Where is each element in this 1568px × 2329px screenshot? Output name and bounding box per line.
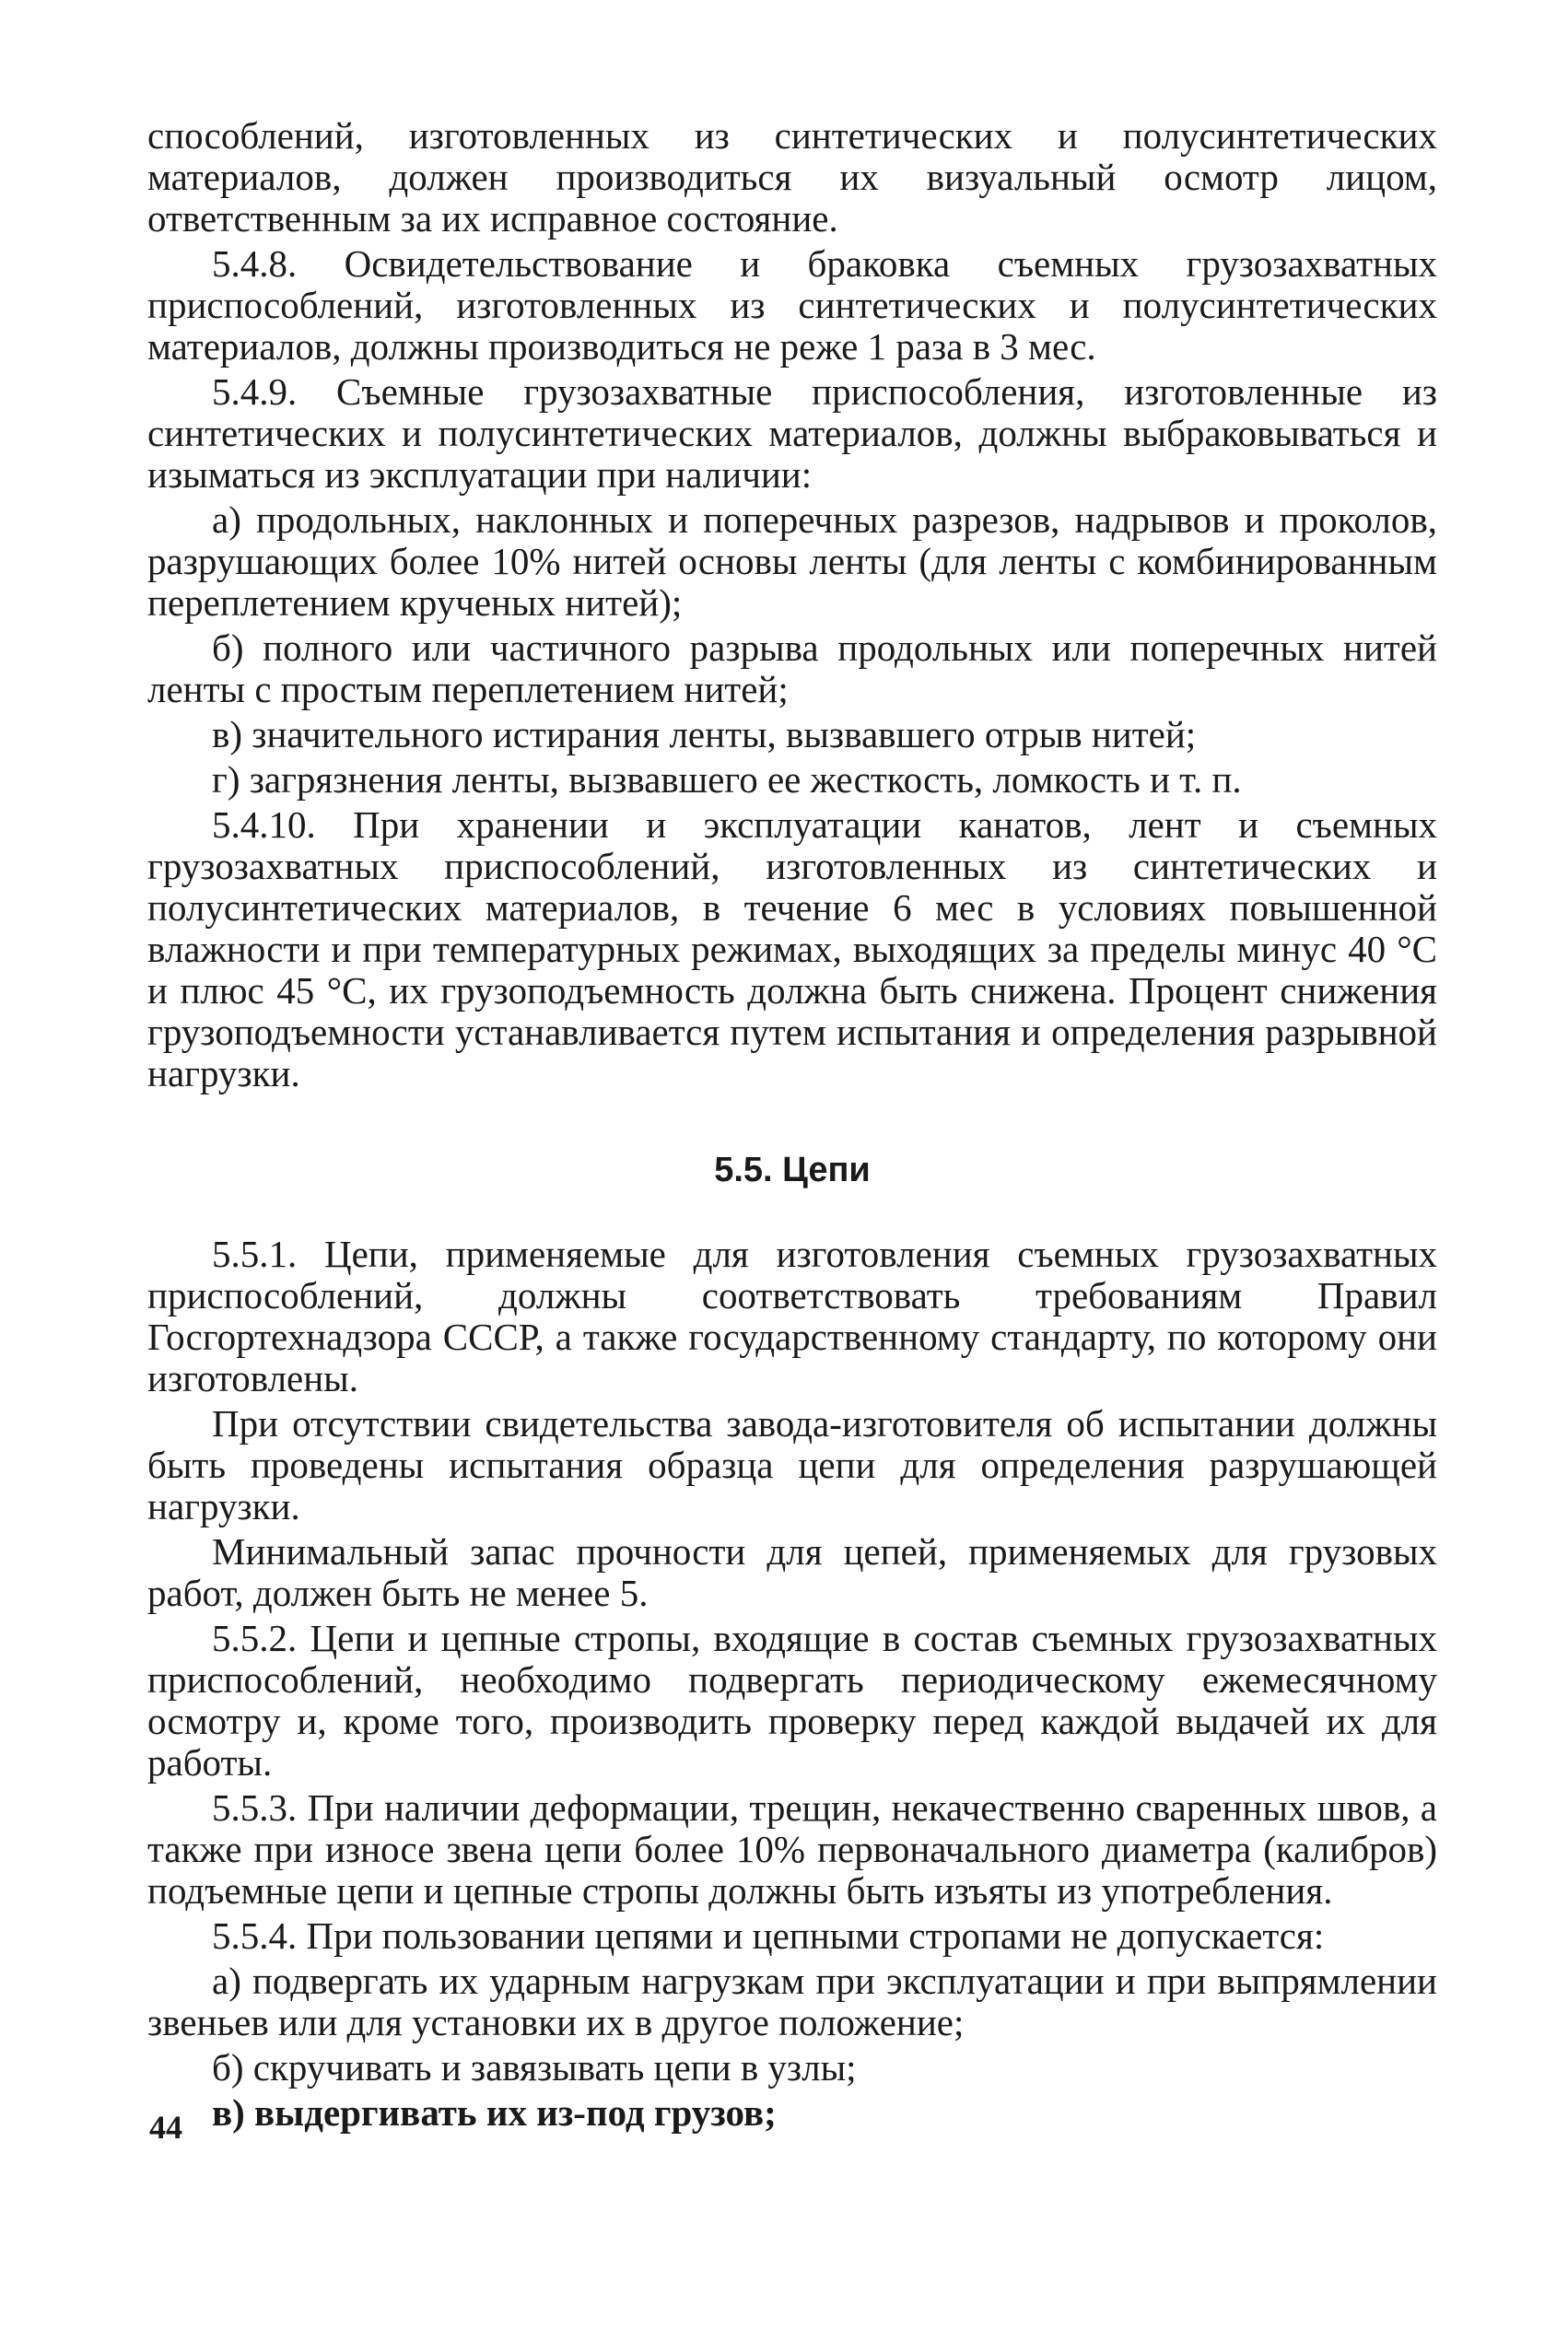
paragraph-5-4-8: 5.4.8. Освидетельствование и браковка съемных грузозахватных приспособлений, изготовленных из синтетических и полусинтетических материалов, должны производиться не реже 1 раза в 3 мес. xyxy=(147,242,1437,368)
paragraph-5-4-9: 5.4.9. Съемные грузозахватные приспособления, изготовленные из синтетических и полусинтетических материалов, должны выбраковываться и изыматься из эксплуатации при наличии: xyxy=(147,370,1437,496)
paragraph-safety-factor: Минимальный запас прочности для цепей, применяемых для грузовых работ, должен быть не менее 5. xyxy=(147,1530,1437,1614)
paragraph-5-5-4: 5.5.4. При пользовании цепями и цепными стропами не допускается: xyxy=(212,1914,1325,1957)
page-number: 44 xyxy=(149,2109,182,2146)
list-item-v: в) выдергивать их из-под грузов; xyxy=(212,2091,777,2134)
paragraph-certificate: При отсутствии свидетельства завода-изготовителя об испытании должны быть проведены испытания образца цепи для определения разрушающей нагрузки. xyxy=(147,1402,1437,1527)
paragraph-5-5-2: 5.5.2. Цепи и цепные стропы, входящие в состав съемных грузозахватных приспособлений, необходимо подвергать периодическому ежемесячному осмотру и, кроме того, производить проверку перед каждой выдачей их для работы. xyxy=(147,1617,1437,1784)
list-item-g: г) загрязнения ленты, вызвавшего ее жесткость, ломкость и т. п. xyxy=(212,758,1242,801)
section-heading: 5.5. Цепи xyxy=(714,1151,871,1189)
paragraph-continuation: способлений, изготовленных из синтетических и полусинтетических материалов, должен производиться их визуальный осмотр лицом, ответственным за их исправное состояние. xyxy=(147,114,1437,240)
paragraph-5-5-1: 5.5.1. Цепи, применяемые для изготовления съемных грузозахватных приспособлений, должны соответствовать требованиям Правил Госгортехнадзора СССР, а также государственному стандарту, по которому они изготовлены. xyxy=(147,1233,1437,1399)
paragraph-5-4-10: 5.4.10. При хранении и эксплуатации канатов, лент и съемных грузозахватных приспособлений, изготовленных из синтетических и полусинтетических материалов, в течение 6 мес в условиях повышенной влажности и при температурных режимах, выходящих за пределы минус 40 °С и плюс 45 °С, их грузоподъемность должна быть снижена. Процент снижения грузоподъемности устанавливается путем испытания и определения разрывной нагрузки. xyxy=(147,803,1437,1094)
paragraph-5-5-3: 5.5.3. При наличии деформации, трещин, некачественно сваренных швов, а также при износе звена цепи более 10% первоначального диаметра (калибров) подъемные цепи и цепные стропы должны быть изъяты из употребления. xyxy=(147,1786,1437,1912)
document-page xyxy=(147,115,1437,2137)
list-item-b: б) скручивать и завязывать цепи в узлы; xyxy=(212,2046,857,2089)
list-item-v: в) значительного истирания ленты, вызвавшего отрыв нитей; xyxy=(212,713,1197,755)
list-item-a: а) продольных, наклонных и поперечных разрезов, надрывов и проколов, разрушающих более 10% нитей основы ленты (для ленты с комбинированным переплетением крученых нитей); xyxy=(147,498,1437,624)
list-item-a: а) подвергать их ударным нагрузкам при эксплуатации и при выпрямлении звеньев или для установки их в другое положение; xyxy=(147,1960,1437,2043)
list-item-b: б) полного или частичного разрыва продольных или поперечных нитей ленты с простым переплетением нитей; xyxy=(147,626,1437,710)
